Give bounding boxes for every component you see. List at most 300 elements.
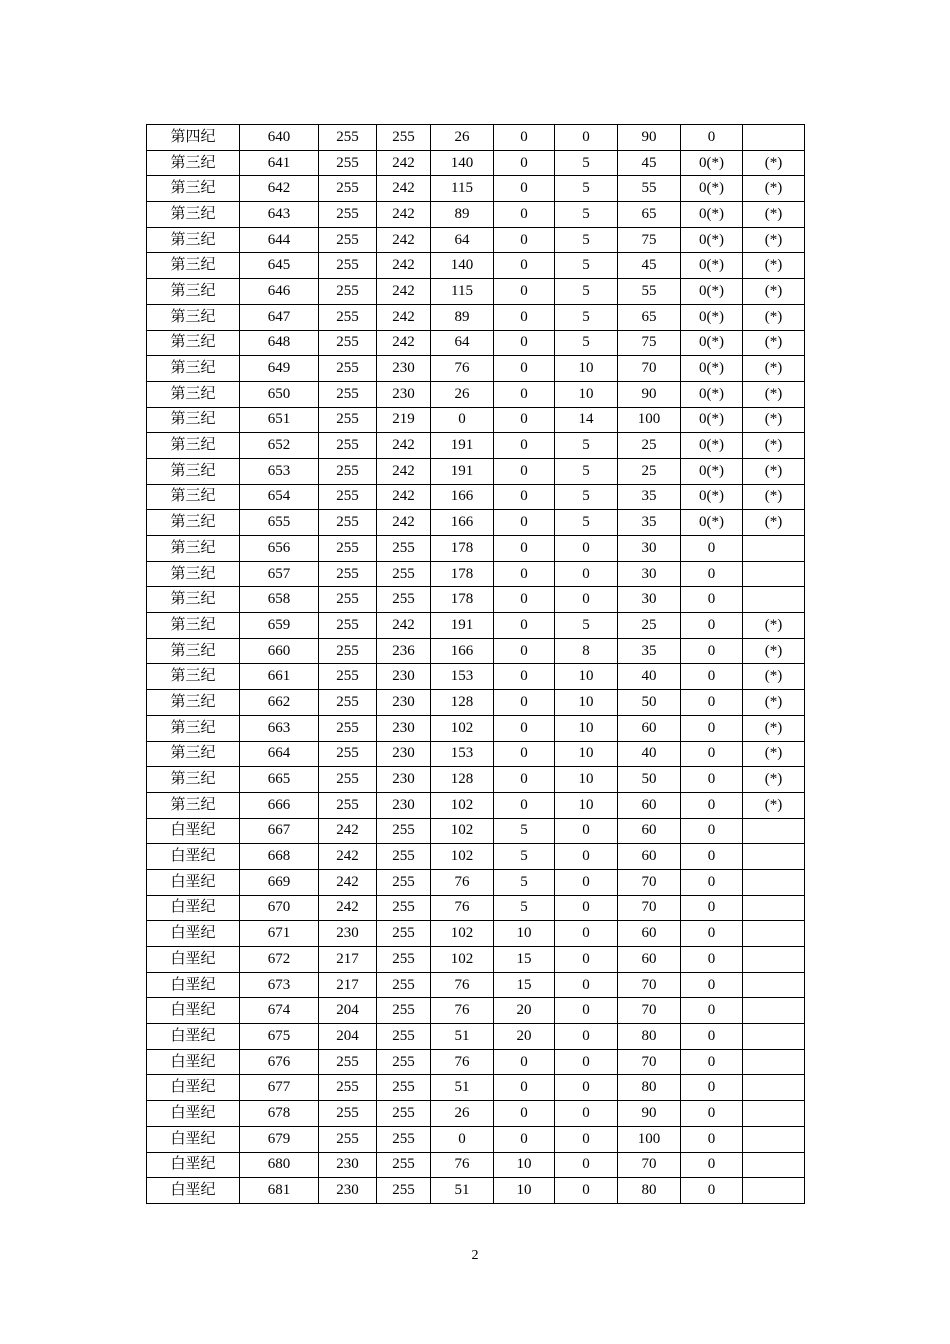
table-cell: 255 <box>319 536 377 562</box>
table-cell: 255 <box>377 1178 431 1204</box>
table-cell: 230 <box>319 921 377 947</box>
table-cell: 242 <box>319 895 377 921</box>
table-cell: 255 <box>319 1049 377 1075</box>
table-cell: 670 <box>240 895 319 921</box>
table-row <box>147 279 805 305</box>
table-cell <box>743 125 805 151</box>
table-cell: 10 <box>494 1152 555 1178</box>
table-cell: 650 <box>240 381 319 407</box>
table-cell: 0 <box>681 1049 743 1075</box>
table-cell: 第三纪 <box>147 458 240 484</box>
table-cell: 5 <box>555 484 618 510</box>
table-cell: 178 <box>431 536 494 562</box>
table-cell: 242 <box>377 484 431 510</box>
table-cell: 0 <box>681 1152 743 1178</box>
table-cell: 0(*) <box>681 330 743 356</box>
table-cell: (*) <box>743 227 805 253</box>
table-cell: 242 <box>377 202 431 228</box>
table-cell: 128 <box>431 767 494 793</box>
table-row <box>147 638 805 664</box>
table-cell: 0 <box>681 1101 743 1127</box>
table-row <box>147 150 805 176</box>
table-cell: 0 <box>494 125 555 151</box>
table-cell: 255 <box>319 690 377 716</box>
table-cell: 5 <box>555 150 618 176</box>
table-cell: 5 <box>555 304 618 330</box>
table-cell: 第三纪 <box>147 150 240 176</box>
table-cell: 0 <box>494 458 555 484</box>
table-cell: 76 <box>431 1049 494 1075</box>
table-cell: 255 <box>377 536 431 562</box>
table-cell: 26 <box>431 381 494 407</box>
table-cell: (*) <box>743 330 805 356</box>
table-cell: 0 <box>494 433 555 459</box>
table-cell: 677 <box>240 1075 319 1101</box>
table-cell: 白垩纪 <box>147 1024 240 1050</box>
table-cell: 0 <box>555 1178 618 1204</box>
table-cell: (*) <box>743 253 805 279</box>
table-cell: 35 <box>618 510 681 536</box>
table-cell: (*) <box>743 715 805 741</box>
table-cell: 0 <box>681 998 743 1024</box>
table-cell: 白垩纪 <box>147 1126 240 1152</box>
table-cell: 第三纪 <box>147 381 240 407</box>
table-cell: 669 <box>240 869 319 895</box>
table-cell: 0 <box>681 921 743 947</box>
table-cell: 第三纪 <box>147 638 240 664</box>
table-cell: 662 <box>240 690 319 716</box>
table-cell: 654 <box>240 484 319 510</box>
table-row <box>147 484 805 510</box>
table-cell: 0 <box>555 1101 618 1127</box>
table-cell: 166 <box>431 510 494 536</box>
table-cell: 55 <box>618 279 681 305</box>
table-cell: 75 <box>618 227 681 253</box>
table-cell: 681 <box>240 1178 319 1204</box>
table-cell: 242 <box>377 253 431 279</box>
table-cell: 白垩纪 <box>147 1075 240 1101</box>
table-cell: 674 <box>240 998 319 1024</box>
table-cell: 242 <box>377 150 431 176</box>
table-cell: 5 <box>494 844 555 870</box>
table-cell: 第三纪 <box>147 767 240 793</box>
table-cell: 第三纪 <box>147 279 240 305</box>
table-cell: 640 <box>240 125 319 151</box>
table-cell: 0(*) <box>681 381 743 407</box>
table-cell: 25 <box>618 433 681 459</box>
table-cell: 0 <box>494 664 555 690</box>
table-cell: 5 <box>555 433 618 459</box>
table-cell: 242 <box>319 818 377 844</box>
table-cell: 0 <box>555 895 618 921</box>
table-cell: 15 <box>494 947 555 973</box>
table-cell: 191 <box>431 458 494 484</box>
table-cell: 255 <box>319 150 377 176</box>
table-cell: 255 <box>319 715 377 741</box>
table-cell: 第三纪 <box>147 741 240 767</box>
table-cell: 白垩纪 <box>147 1152 240 1178</box>
table-cell: 0 <box>681 972 743 998</box>
table-cell: 0 <box>681 741 743 767</box>
table-cell: 第四纪 <box>147 125 240 151</box>
table-cell: 665 <box>240 767 319 793</box>
table-cell: 0 <box>681 715 743 741</box>
table-cell: 242 <box>319 844 377 870</box>
table-cell: 第三纪 <box>147 227 240 253</box>
table-cell: (*) <box>743 150 805 176</box>
table-cell: (*) <box>743 202 805 228</box>
table-cell: 255 <box>319 407 377 433</box>
table-cell: 255 <box>377 587 431 613</box>
table-cell: 0 <box>494 176 555 202</box>
table-cell: 255 <box>377 1101 431 1127</box>
table-cell: 10 <box>555 792 618 818</box>
table-cell: 5 <box>494 895 555 921</box>
table-cell: 0(*) <box>681 407 743 433</box>
table-cell: 230 <box>377 741 431 767</box>
table-row <box>147 921 805 947</box>
table-cell: 230 <box>377 767 431 793</box>
table-cell: 0 <box>681 1178 743 1204</box>
table-cell: 89 <box>431 202 494 228</box>
table-cell <box>743 947 805 973</box>
table-cell: 89 <box>431 304 494 330</box>
table-cell: (*) <box>743 613 805 639</box>
table-row <box>147 176 805 202</box>
table-cell: 10 <box>555 690 618 716</box>
table-cell: (*) <box>743 638 805 664</box>
table-cell: 15 <box>494 972 555 998</box>
table-cell: 255 <box>377 844 431 870</box>
table-cell: 102 <box>431 947 494 973</box>
table-cell: 70 <box>618 869 681 895</box>
table-cell: 178 <box>431 561 494 587</box>
table-cell: 0 <box>494 279 555 305</box>
table-cell: 242 <box>377 510 431 536</box>
table-cell: 40 <box>618 664 681 690</box>
table-body <box>147 125 805 1204</box>
table-cell: 第三纪 <box>147 690 240 716</box>
table-cell: 204 <box>319 1024 377 1050</box>
table-cell: 90 <box>618 381 681 407</box>
table-cell: 255 <box>319 202 377 228</box>
table-row <box>147 741 805 767</box>
table-cell: 0 <box>681 1024 743 1050</box>
table-cell: 白垩纪 <box>147 1101 240 1127</box>
table-cell <box>743 818 805 844</box>
table-cell: 166 <box>431 484 494 510</box>
table-cell: 230 <box>377 690 431 716</box>
table-row <box>147 381 805 407</box>
table-cell: 60 <box>618 921 681 947</box>
table-cell: 102 <box>431 818 494 844</box>
table-row <box>147 1152 805 1178</box>
table-row <box>147 947 805 973</box>
table-row <box>147 690 805 716</box>
table-cell: 217 <box>319 972 377 998</box>
table-cell: 0 <box>494 792 555 818</box>
table-cell: 白垩纪 <box>147 921 240 947</box>
table-cell: 55 <box>618 176 681 202</box>
table-cell: 51 <box>431 1024 494 1050</box>
table-cell: 255 <box>319 638 377 664</box>
table-cell: 第三纪 <box>147 304 240 330</box>
table-cell: 128 <box>431 690 494 716</box>
table-cell: 0(*) <box>681 356 743 382</box>
table-cell: 0 <box>681 536 743 562</box>
table-cell: 0 <box>431 1126 494 1152</box>
table-cell: 0 <box>494 561 555 587</box>
table-cell: 5 <box>555 458 618 484</box>
table-cell: 26 <box>431 1101 494 1127</box>
table-cell: 255 <box>319 587 377 613</box>
table-cell: 0 <box>681 638 743 664</box>
table-cell: 0(*) <box>681 202 743 228</box>
table-cell: 255 <box>377 1126 431 1152</box>
table-cell <box>743 536 805 562</box>
table-cell: 255 <box>319 664 377 690</box>
table-cell: 0 <box>494 356 555 382</box>
table-cell: 70 <box>618 356 681 382</box>
table-cell: 0 <box>555 844 618 870</box>
table-cell: 0(*) <box>681 458 743 484</box>
table-cell: 0(*) <box>681 304 743 330</box>
table-cell: 230 <box>377 381 431 407</box>
table-cell: 第三纪 <box>147 792 240 818</box>
table-cell: 76 <box>431 895 494 921</box>
table-row <box>147 561 805 587</box>
table-cell <box>743 1075 805 1101</box>
table-cell: 255 <box>319 1126 377 1152</box>
table-cell: 10 <box>494 1178 555 1204</box>
table-cell: 153 <box>431 741 494 767</box>
table-cell: 60 <box>618 792 681 818</box>
table-cell: 0 <box>555 1049 618 1075</box>
table-cell: 10 <box>555 715 618 741</box>
table-cell: 255 <box>319 125 377 151</box>
table-cell: 242 <box>377 279 431 305</box>
table-row <box>147 1101 805 1127</box>
table-cell: 0 <box>555 1152 618 1178</box>
table-cell: 255 <box>319 330 377 356</box>
table-cell: 191 <box>431 433 494 459</box>
table-cell: 0 <box>681 664 743 690</box>
table-cell: 204 <box>319 998 377 1024</box>
table-cell: (*) <box>743 304 805 330</box>
table-cell: 191 <box>431 613 494 639</box>
table-cell: 0 <box>681 561 743 587</box>
table-cell: 100 <box>618 1126 681 1152</box>
table-cell: 5 <box>555 202 618 228</box>
table-cell: 白垩纪 <box>147 1178 240 1204</box>
table-row <box>147 1024 805 1050</box>
table-cell: 45 <box>618 253 681 279</box>
table-cell: 60 <box>618 844 681 870</box>
table-cell: 679 <box>240 1126 319 1152</box>
table-cell: 0 <box>681 1126 743 1152</box>
table-cell: 64 <box>431 227 494 253</box>
table-cell: 35 <box>618 484 681 510</box>
table-cell: 652 <box>240 433 319 459</box>
table-row <box>147 587 805 613</box>
table-cell: 第三纪 <box>147 536 240 562</box>
table-cell: 0 <box>494 227 555 253</box>
table-cell: 658 <box>240 587 319 613</box>
table-cell: 第三纪 <box>147 715 240 741</box>
table-cell: 白垩纪 <box>147 947 240 973</box>
table-cell: 647 <box>240 304 319 330</box>
table-cell: 655 <box>240 510 319 536</box>
table-cell: (*) <box>743 458 805 484</box>
table-cell: 672 <box>240 947 319 973</box>
table-cell: 70 <box>618 998 681 1024</box>
table-cell: 255 <box>377 1024 431 1050</box>
table-cell: 661 <box>240 664 319 690</box>
table-cell: 白垩纪 <box>147 1049 240 1075</box>
table-cell <box>743 1049 805 1075</box>
table-cell: 166 <box>431 638 494 664</box>
table-cell: 236 <box>377 638 431 664</box>
table-cell: 255 <box>377 947 431 973</box>
table-cell: 0 <box>494 1049 555 1075</box>
table-cell <box>743 1178 805 1204</box>
table-cell: 255 <box>319 767 377 793</box>
table-cell: 26 <box>431 125 494 151</box>
table-cell: 76 <box>431 356 494 382</box>
table-cell: 255 <box>319 458 377 484</box>
table-cell: 10 <box>555 767 618 793</box>
table-cell: 0(*) <box>681 150 743 176</box>
table-cell: 60 <box>618 947 681 973</box>
table-cell: 70 <box>618 1049 681 1075</box>
table-row <box>147 844 805 870</box>
table-cell: 0 <box>494 381 555 407</box>
table-row <box>147 895 805 921</box>
table-row <box>147 536 805 562</box>
table-cell: 676 <box>240 1049 319 1075</box>
table-row <box>147 664 805 690</box>
table-cell: 0 <box>681 844 743 870</box>
table-cell: 5 <box>555 330 618 356</box>
table-cell: 219 <box>377 407 431 433</box>
table-cell: 0 <box>494 304 555 330</box>
table-cell: 644 <box>240 227 319 253</box>
table-cell: 第三纪 <box>147 356 240 382</box>
table-cell: 50 <box>618 690 681 716</box>
table-cell: 0 <box>494 741 555 767</box>
table-cell: 10 <box>555 381 618 407</box>
table-cell: 651 <box>240 407 319 433</box>
table-cell: 白垩纪 <box>147 972 240 998</box>
table-cell: 76 <box>431 869 494 895</box>
table-cell: 5 <box>555 253 618 279</box>
table-cell: 242 <box>377 227 431 253</box>
table-cell: 35 <box>618 638 681 664</box>
table-row <box>147 972 805 998</box>
table-cell: 51 <box>431 1075 494 1101</box>
table-cell: 0 <box>494 1126 555 1152</box>
table-cell: 白垩纪 <box>147 895 240 921</box>
table-cell: 0 <box>494 330 555 356</box>
table-cell: 白垩纪 <box>147 869 240 895</box>
table-cell: 0 <box>494 536 555 562</box>
table-cell: 第三纪 <box>147 176 240 202</box>
table-cell: 255 <box>377 869 431 895</box>
table-cell: 白垩纪 <box>147 818 240 844</box>
table-cell: 230 <box>377 664 431 690</box>
table-cell: 0 <box>555 1126 618 1152</box>
table-cell: 第三纪 <box>147 561 240 587</box>
table-cell: 0 <box>494 638 555 664</box>
table-cell: 100 <box>618 407 681 433</box>
table-cell: 20 <box>494 998 555 1024</box>
table-cell: 0 <box>555 561 618 587</box>
table-cell: 0(*) <box>681 433 743 459</box>
table-cell: 51 <box>431 1178 494 1204</box>
table-cell: 70 <box>618 895 681 921</box>
table-cell: 0 <box>494 150 555 176</box>
table-cell: 668 <box>240 844 319 870</box>
table-cell: 0 <box>681 587 743 613</box>
table-cell: 255 <box>377 1049 431 1075</box>
table-cell: 第三纪 <box>147 613 240 639</box>
table-row <box>147 227 805 253</box>
table-cell: 255 <box>319 304 377 330</box>
table-cell: 178 <box>431 587 494 613</box>
table-cell: 76 <box>431 1152 494 1178</box>
table-cell: 643 <box>240 202 319 228</box>
table-row <box>147 613 805 639</box>
table-cell: 230 <box>319 1152 377 1178</box>
table-cell: 10 <box>494 921 555 947</box>
table-cell: 0 <box>681 947 743 973</box>
table-cell: 第三纪 <box>147 330 240 356</box>
table-cell: (*) <box>743 767 805 793</box>
table-cell: 60 <box>618 818 681 844</box>
table-cell: 70 <box>618 972 681 998</box>
table-cell: 0 <box>555 1075 618 1101</box>
table-cell: 0 <box>555 125 618 151</box>
table-cell: 673 <box>240 972 319 998</box>
table-cell: (*) <box>743 792 805 818</box>
table-cell: 第三纪 <box>147 510 240 536</box>
table-cell: 0 <box>494 510 555 536</box>
table-cell <box>743 1101 805 1127</box>
table-cell: 70 <box>618 1152 681 1178</box>
table-cell: 140 <box>431 150 494 176</box>
table-cell: 656 <box>240 536 319 562</box>
table-cell: 255 <box>319 176 377 202</box>
table-cell: 60 <box>618 715 681 741</box>
table-cell: 0 <box>494 767 555 793</box>
table-cell: 0 <box>555 921 618 947</box>
table-cell: 242 <box>377 330 431 356</box>
table-cell: 255 <box>377 561 431 587</box>
table-cell: 0 <box>494 407 555 433</box>
table-cell: 255 <box>319 741 377 767</box>
table-cell: 0 <box>494 253 555 279</box>
table-cell: 45 <box>618 150 681 176</box>
table-row <box>147 998 805 1024</box>
table-cell: 675 <box>240 1024 319 1050</box>
table-row <box>147 407 805 433</box>
table-cell: 255 <box>319 613 377 639</box>
table-cell: (*) <box>743 690 805 716</box>
table-cell: 230 <box>319 1178 377 1204</box>
table-row <box>147 202 805 228</box>
table-cell: (*) <box>743 484 805 510</box>
table-cell: 14 <box>555 407 618 433</box>
